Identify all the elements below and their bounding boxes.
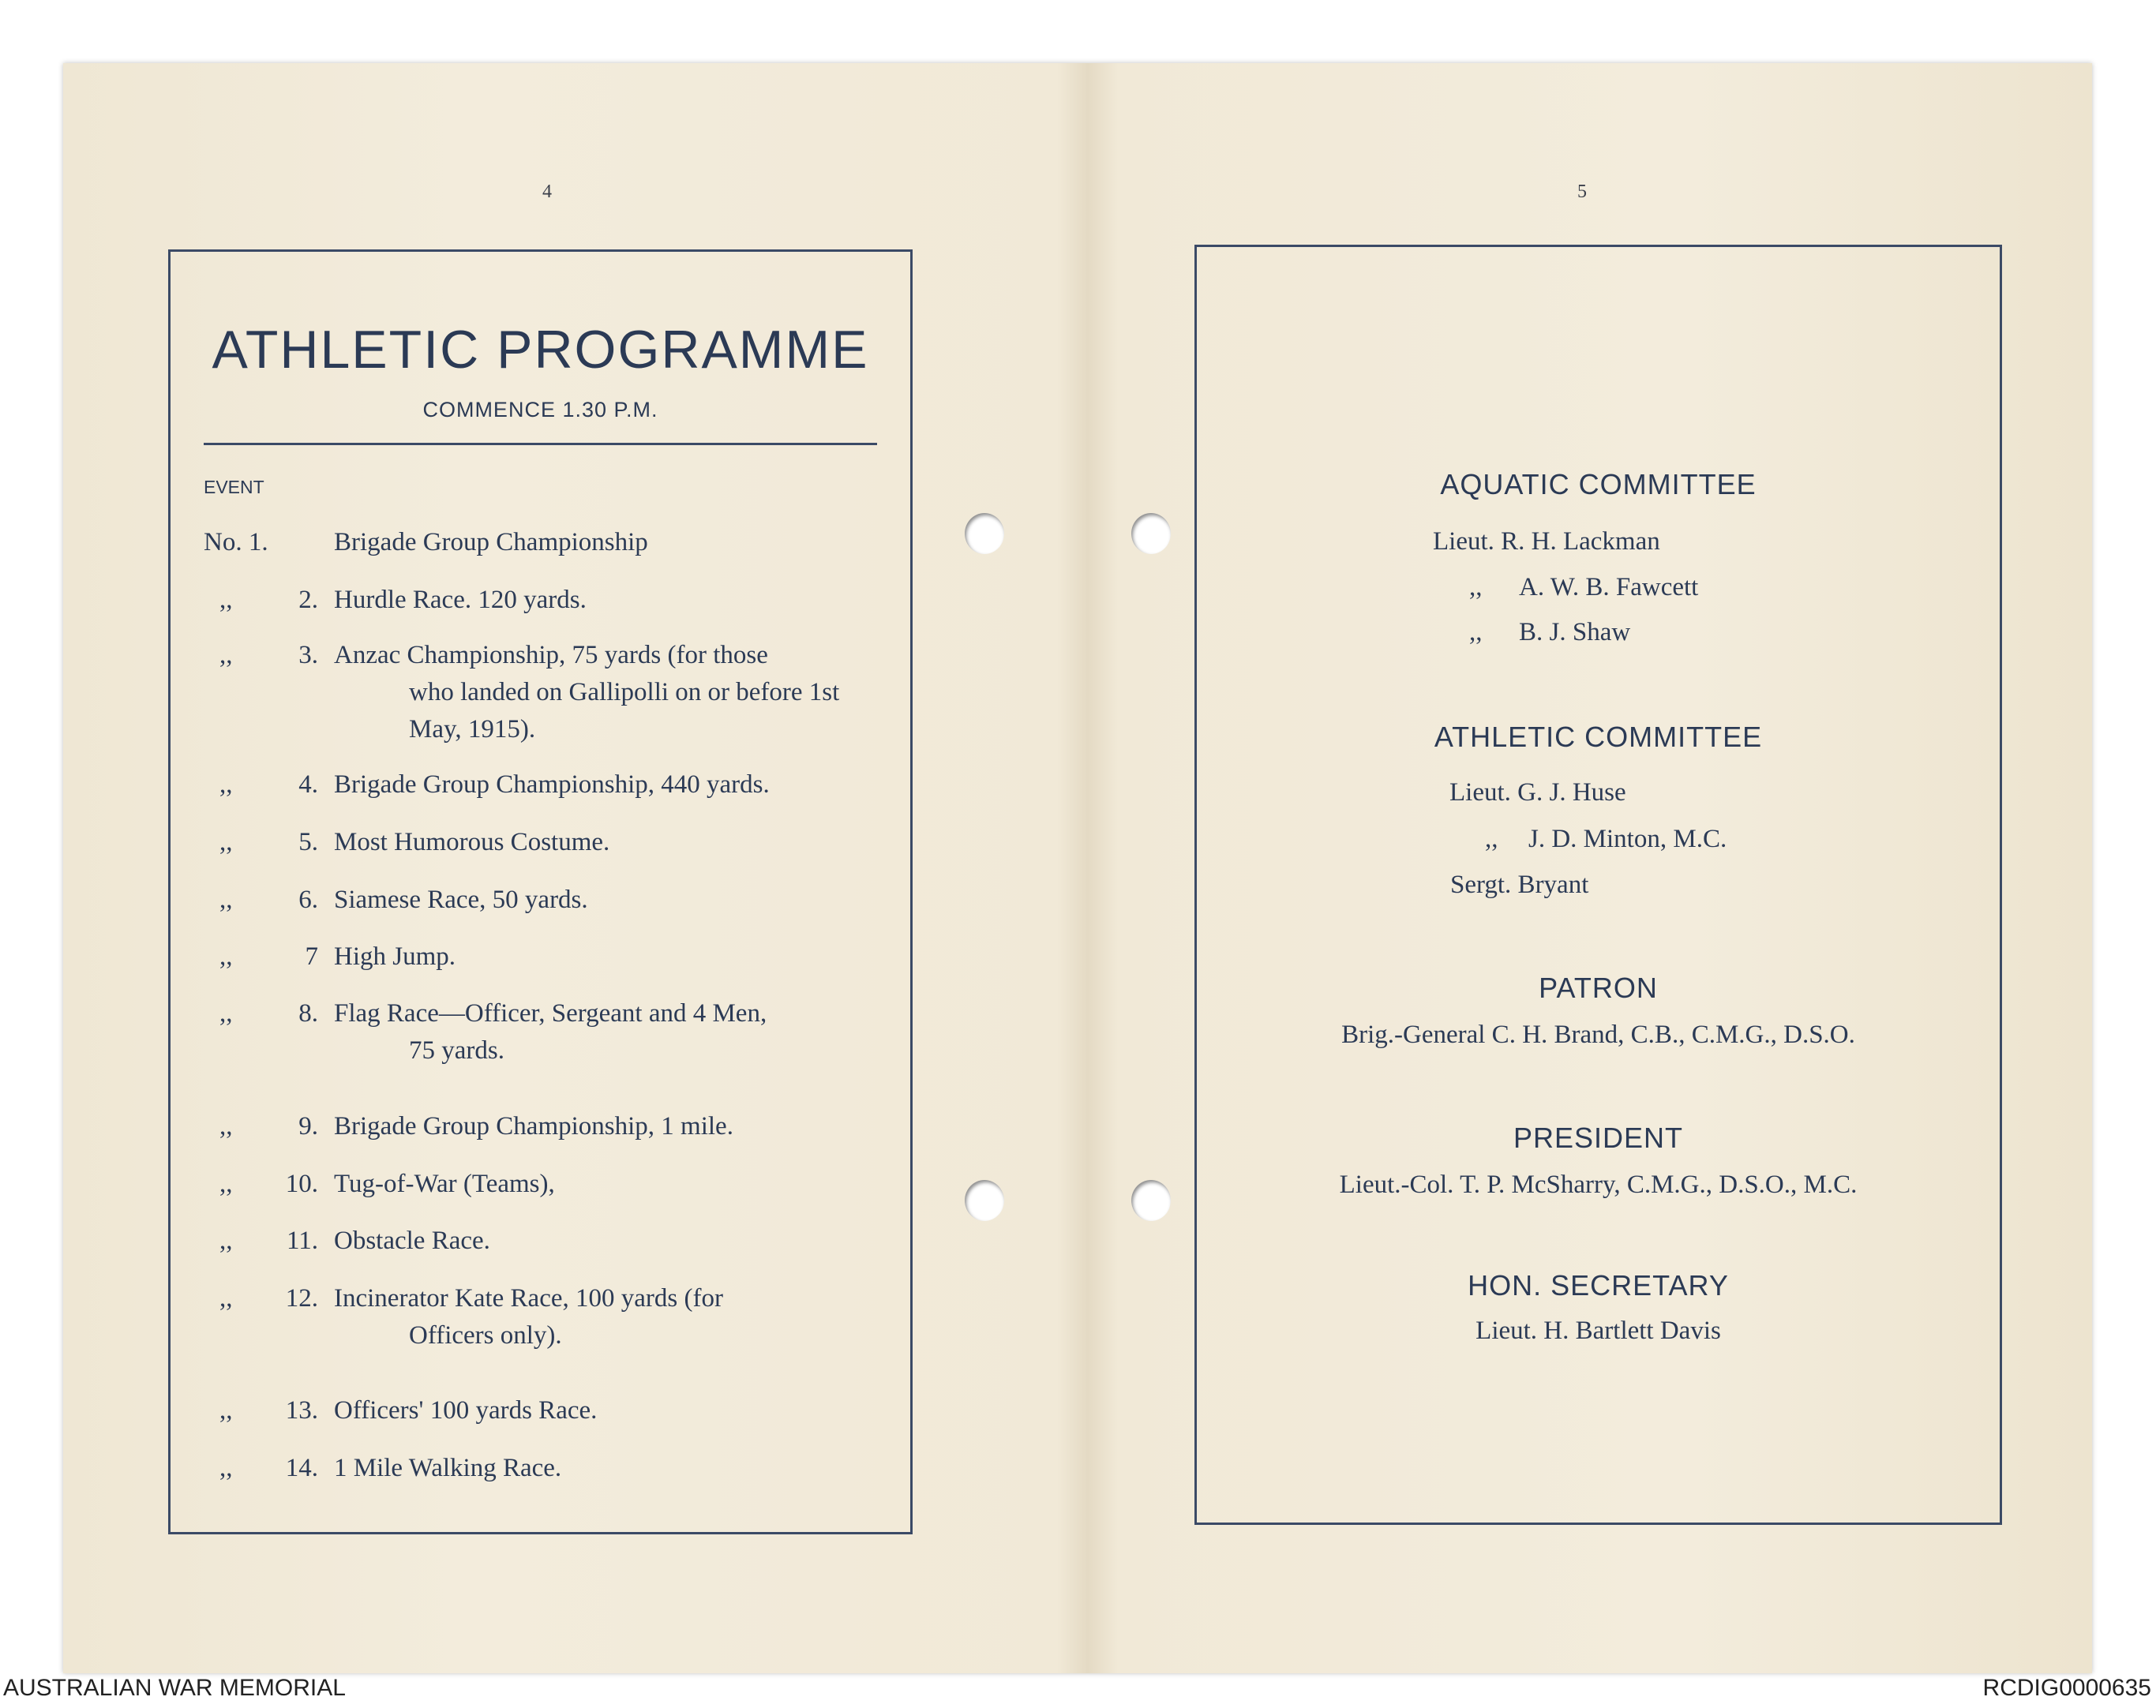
event-title: Flag Race—Officer, Sergeant and 4 Men,: [334, 999, 767, 1028]
event-number-value: 9.: [298, 1112, 318, 1141]
event-number-value: 8.: [298, 999, 318, 1028]
event-number-value: 6.: [298, 886, 318, 914]
event-row: [204, 524, 879, 561]
event-prefix: ,,: [219, 999, 233, 1028]
athletic-programme-frame: [168, 249, 913, 1534]
event-prefix: ,,: [219, 1170, 233, 1198]
title-divider: [204, 443, 877, 445]
athletic-committee-heading: ATHLETIC COMMITTEE: [1434, 721, 1763, 753]
event-row: [204, 882, 879, 919]
ditto-mark: ,,: [1469, 618, 1483, 646]
patron-name: Brig.-General C. H. Brand, C.B., C.M.G., D.S.O.: [1341, 1021, 1855, 1049]
footer-record-id: RCDIG0000635: [1982, 1675, 2151, 1701]
president-name: Lieut.-Col. T. P. McSharry, C.M.G., D.S.O., M.C.: [1339, 1171, 1858, 1199]
event-title: Hurdle Race. 120 yards.: [334, 586, 587, 614]
event-number: [204, 1223, 318, 1260]
aquatic-member: A. W. B. Fawcett: [1519, 573, 1699, 601]
event-number: [204, 1108, 318, 1145]
event-row: [204, 582, 879, 619]
event-number: [204, 524, 318, 561]
event-title: Incinerator Kate Race, 100 yards (for: [334, 1284, 723, 1313]
punch-hole: [965, 513, 1004, 554]
event-prefix: ,,: [219, 1396, 233, 1425]
event-prefix: ,,: [219, 1454, 233, 1482]
aquatic-member: B. J. Shaw: [1519, 618, 1631, 646]
athletic-member: Lieut. G. J. Huse: [1449, 778, 1626, 807]
ditto-mark: ,,: [1485, 825, 1498, 853]
event-prefix: ,,: [219, 1284, 233, 1313]
event-row: [204, 824, 879, 861]
event-title: Brigade Group Championship, 1 mile.: [334, 1112, 733, 1141]
event-number-value: 12.: [285, 1284, 318, 1313]
aquatic-member: Lieut. R. H. Lackman: [1433, 527, 1660, 556]
event-row: [204, 766, 879, 803]
event-prefix: ,,: [219, 641, 233, 669]
event-number-value: 2.: [298, 586, 318, 614]
event-prefix: ,,: [219, 770, 233, 799]
patron-heading: PATRON: [1539, 972, 1658, 1004]
event-prefix: ,,: [219, 886, 233, 914]
secretary-heading: HON. SECRETARY: [1468, 1269, 1729, 1302]
event-prefix: ,,: [219, 1227, 233, 1255]
programme-start-time: COMMENCE 1.30 P.M.: [422, 398, 658, 421]
programme-title: ATHLETIC PROGRAMME: [212, 320, 869, 380]
event-number: [204, 1280, 318, 1317]
event-title: Anzac Championship, 75 yards (for those: [334, 641, 768, 669]
event-title: Obstacle Race.: [334, 1227, 490, 1255]
event-title: Officers' 100 yards Race.: [334, 1396, 598, 1425]
event-row: [204, 1166, 879, 1203]
punch-hole: [965, 1180, 1004, 1221]
event-title-continuation: who landed on Gallipolli on or before 1st May, 1915).: [409, 678, 840, 744]
event-number: [204, 766, 318, 803]
event-number-value: 5.: [298, 828, 318, 856]
event-number-value: 13.: [285, 1396, 318, 1425]
event-title: Siamese Race, 50 yards.: [334, 886, 588, 914]
event-number-value: 3.: [298, 641, 318, 669]
event-title: Brigade Group Championship, 440 yards.: [334, 770, 770, 799]
event-prefix: ,,: [219, 586, 233, 614]
booklet-spread: [63, 63, 2092, 1673]
event-column-header: EVENT: [204, 477, 264, 497]
punch-hole: [1131, 1180, 1171, 1221]
event-title-continuation: Officers only).: [409, 1321, 562, 1350]
aquatic-committee-heading: AQUATIC COMMITTEE: [1440, 468, 1757, 500]
event-row: [204, 938, 879, 976]
athletic-member: Sergt. Bryant: [1450, 871, 1589, 899]
event-number: [204, 882, 318, 919]
event-number: [204, 1166, 318, 1203]
president-heading: PRESIDENT: [1513, 1122, 1684, 1154]
event-row: [204, 637, 879, 748]
event-title-continuation: 75 yards.: [409, 1036, 504, 1065]
event-row: [204, 1108, 879, 1145]
event-number: [204, 1392, 318, 1429]
event-title: Tug-of-War (Teams),: [334, 1170, 555, 1198]
event-number: [204, 995, 318, 1032]
event-number-value: 7: [305, 942, 318, 971]
event-number-value: 10.: [285, 1170, 318, 1198]
event-row: [204, 1280, 879, 1354]
event-prefix: ,,: [219, 1112, 233, 1141]
event-number: [204, 938, 318, 976]
event-title: 1 Mile Walking Race.: [334, 1454, 562, 1482]
event-prefix: ,,: [219, 828, 233, 856]
event-number: [204, 637, 318, 674]
committee-frame: [1194, 245, 2002, 1525]
secretary-name: Lieut. H. Bartlett Davis: [1475, 1317, 1721, 1345]
event-number: [204, 824, 318, 861]
event-prefix: No.: [204, 528, 242, 556]
event-number-value: 4.: [298, 770, 318, 799]
event-row: [204, 1223, 879, 1260]
event-prefix: ,,: [219, 942, 233, 971]
athletic-member: J. D. Minton, M.C.: [1528, 825, 1727, 853]
punch-hole: [1131, 513, 1171, 554]
event-number-value: 14.: [285, 1454, 318, 1482]
event-row: [204, 1392, 879, 1429]
ditto-mark: ,,: [1469, 573, 1483, 601]
event-title: High Jump.: [334, 942, 456, 971]
event-row: [204, 995, 879, 1069]
event-number-value: 1.: [248, 528, 268, 556]
left-page-number: 4: [542, 182, 552, 202]
event-title: Brigade Group Championship: [334, 528, 648, 556]
right-page-number: 5: [1577, 182, 1587, 202]
event-row: [204, 1450, 879, 1487]
event-number: [204, 582, 318, 619]
event-number-value: 11.: [286, 1227, 318, 1255]
event-title: Most Humorous Costume.: [334, 828, 610, 856]
event-number: [204, 1450, 318, 1487]
footer-institution: AUSTRALIAN WAR MEMORIAL: [3, 1675, 346, 1701]
